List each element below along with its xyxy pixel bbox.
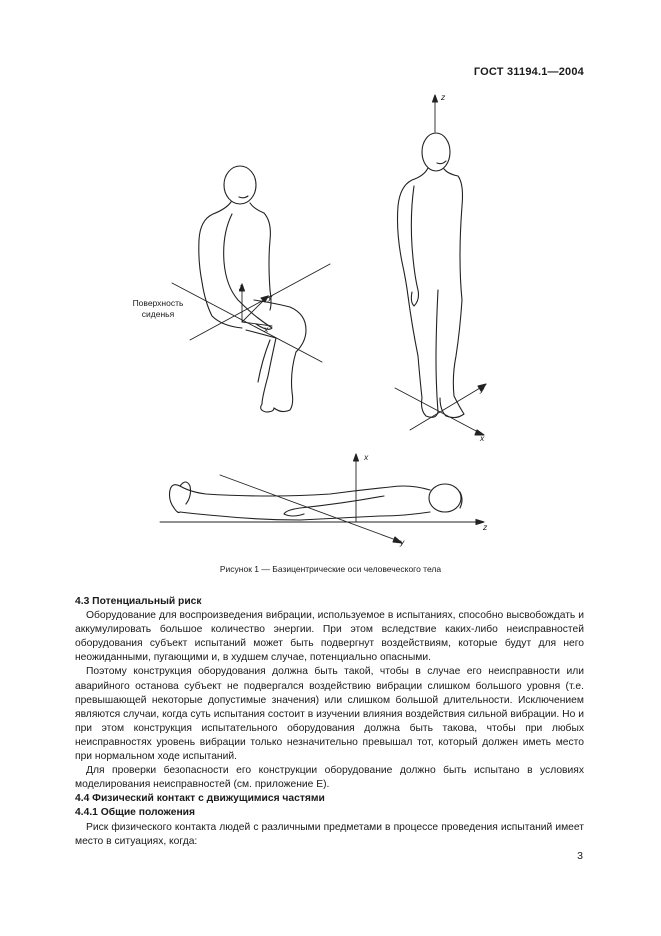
seat-label-line1: Поверхность	[132, 298, 184, 308]
lying-y-axis-label: y	[400, 537, 405, 547]
seat-label-line2: сиденья	[141, 309, 175, 319]
seated-y-axis-label: y	[268, 292, 273, 302]
lying-z-axis-label: z	[483, 522, 488, 532]
section-4-3-paragraph-2: Поэтому конструкция оборудования должна быть такой, чтобы в случае его неисправности или аварийного останова субъект не подвергался воздействию вибрации слишком большого уровня (т.е. превышающей некоторые допустимые значения) или слишком большой длительности. Исключением являются случаи, когда суть испытания состоит в изучении влияния воздействия сильной вибрации. Но и при этом конструкция испытательного оборудования должна быть такова, чтобы при любых неисправностях уровень вибрации только незначительно превышал тот, который должен иметь место при нормальном ходе испытаний.	[75, 666, 584, 763]
lying-figure	[160, 454, 484, 543]
page-number: 3	[577, 850, 583, 862]
seated-figure	[172, 166, 330, 412]
standing-z-axis-label: z	[441, 92, 446, 102]
figure-caption: Рисунок 1 — Базицентрические оси человеческого тела	[219, 564, 442, 574]
section-4-4-1-heading: 4.4.1 Общие положения	[75, 807, 195, 819]
standing-y-axis-label: y	[480, 384, 485, 394]
section-4-3-paragraph-1: Оборудование для воспроизведения вибрации, используемое в испытаниях, способно высвобождать и аккумулировать большое количество энергии. При этом вследствие каких-либо неисправностей оборудования субъект испытаний может быть подвергнут воздействиям, которые будут для него неожиданными, пугающими и, в худшем случае, потенциально опасными.	[75, 610, 584, 664]
seated-x-axis-label: x	[264, 324, 269, 334]
standing-figure	[395, 95, 486, 435]
section-4-4-1-paragraph-1: Риск физического контакта людей с различными предметами в процессе проведения испытаний имеет место в ситуациях, когда:	[75, 821, 584, 847]
seat-surface-label	[126, 298, 190, 320]
standing-x-axis-label: x	[480, 433, 485, 443]
main-text	[75, 595, 584, 849]
document-code-header: ГОСТ 31194.1—2004	[473, 66, 584, 78]
section-4-3-heading: 4.3 Потенциальный риск	[75, 596, 202, 607]
section-4-3-paragraph-3: Для проверки безопасности его конструкции оборудование должно быть испытано в условиях моделирования неисправностей (см. приложение Е).	[75, 765, 584, 791]
seated-z-axis-label: z	[239, 282, 244, 292]
section-4-4-heading: 4.4 Физический контакт с движущимися частями	[75, 793, 325, 805]
lying-x-axis-label: x	[364, 452, 369, 462]
